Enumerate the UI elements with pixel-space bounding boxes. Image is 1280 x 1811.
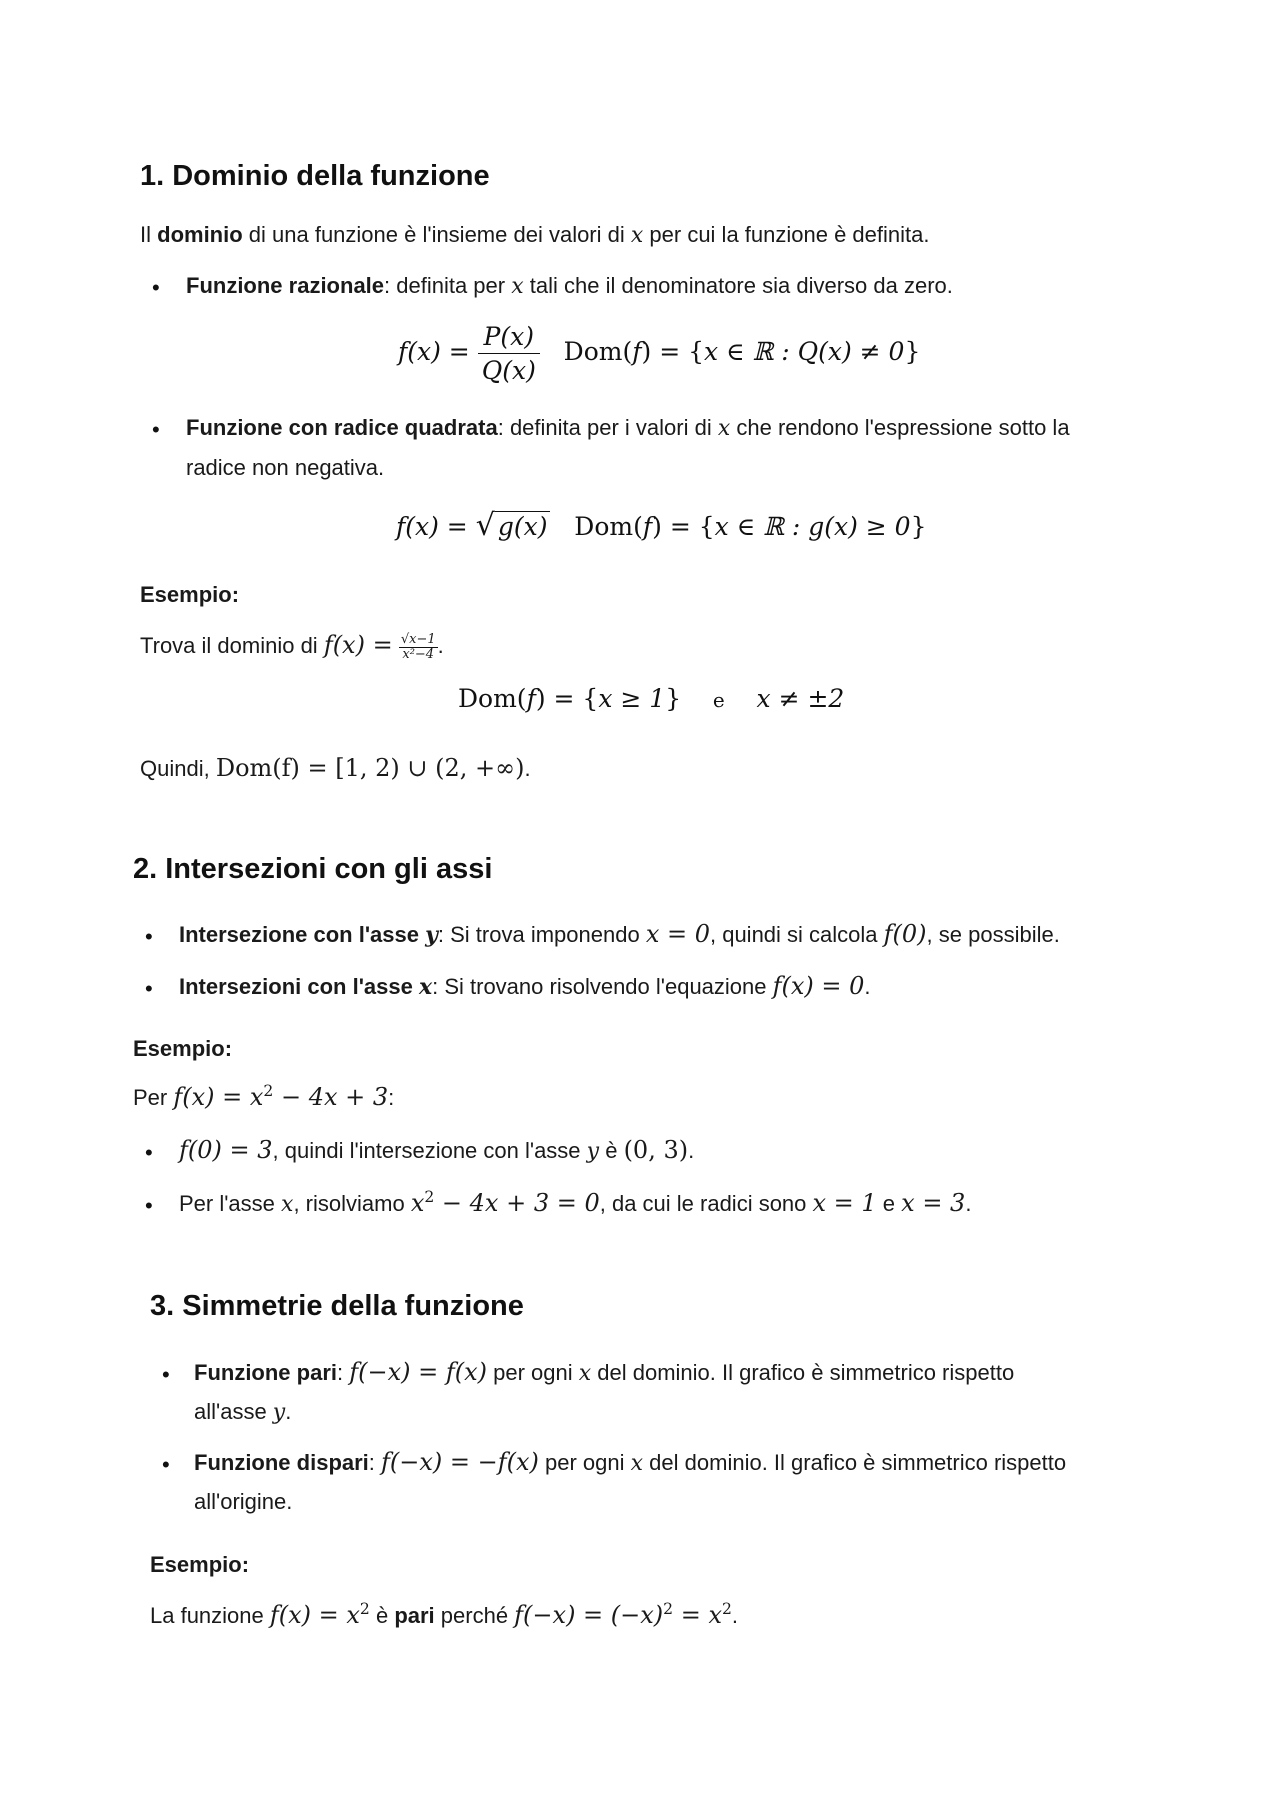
section1-intro: Il dominio di una funzione è l'insieme dei valori di x per cui la funzione è definita. bbox=[140, 222, 930, 248]
bullet-dot: • bbox=[145, 976, 153, 1001]
section2-example-per: Per $f(x) = x^2 - 4x + 3$: bbox=[133, 1082, 395, 1111]
bullet-dot: • bbox=[162, 1362, 170, 1387]
bullet-dot: • bbox=[152, 275, 160, 300]
section1-bullet-sqrt-line2: radice non negativa. bbox=[186, 455, 385, 480]
bullet-dot: • bbox=[145, 1193, 153, 1218]
formula-sqrt-domain: f(x) = √ g(x) Dom(f) = {x ∈ ℝ : g(x) ≥ 0} bbox=[396, 508, 927, 543]
bullet-dot: • bbox=[145, 1140, 153, 1165]
section1-bullet-rational: Funzione razionale: definita per x tali che il denominatore sia diverso da zero. bbox=[186, 273, 953, 299]
section3-bullet-odd-line2: all'origine. bbox=[194, 1489, 293, 1514]
section3-example-text: La funzione $f(x) = x^2$ è pari perché $f(-x) = (-x)^2 = x^2$. bbox=[150, 1600, 739, 1629]
section2-example-label: Esempio: bbox=[133, 1036, 233, 1061]
bullet-dot: • bbox=[162, 1452, 170, 1477]
section3-title: 3. Simmetrie della funzione bbox=[150, 1290, 524, 1322]
section1-example-label: Esempio: bbox=[140, 582, 240, 607]
formula-rational-domain: f(x) = $\frac{P(x)}{Q(x)}$ Dom(f) = {x ∈ ℝ : Q(x) ≠ 0} bbox=[398, 322, 921, 385]
section1-title: 1. Dominio della funzione bbox=[140, 160, 490, 192]
bullet-dot: • bbox=[152, 417, 160, 442]
section2-bullet-x: Intersezioni con l'asse x: Si trovano risolvendo l'equazione f(x) = 0. bbox=[179, 972, 871, 1000]
section3-example-label: Esempio: bbox=[150, 1552, 250, 1577]
section1-bullet-sqrt: Funzione con radice quadrata: definita per i valori di x che rendono l'espressione sotto la bbox=[186, 415, 1070, 441]
section3-bullet-even-line2: all'asse y. bbox=[194, 1399, 292, 1425]
section1-conclusion: Quindi, Dom(f) = [1, 2) ∪ (2, +∞). bbox=[140, 754, 531, 782]
section2-title: 2. Intersezioni con gli assi bbox=[133, 853, 493, 885]
section3-bullet-even: Funzione pari: f(−x) = f(x) per ogni x del dominio. Il grafico è simmetrico rispetto bbox=[194, 1358, 1015, 1386]
bullet-dot: • bbox=[145, 924, 153, 949]
section1-example-text: Trova il dominio di f(x) = $\frac{√x-1}{\text{x²−4}}$ . bbox=[140, 631, 444, 662]
section3-bullet-odd: Funzione dispari: f(−x) = −f(x) per ogni x del dominio. Il grafico è simmetrico rispetto bbox=[194, 1448, 1067, 1476]
section2-example-bullet2: Per l'asse x, risolviamo $x^2 - 4x + 3 = 0$, da cui le radici sono x = 1 e x = 3. bbox=[179, 1188, 972, 1217]
section2-example-bullet1: f(0) = 3, quindi l'intersezione con l'asse y è (0, 3). bbox=[179, 1136, 695, 1164]
example-domain-formula: Dom(f) = {x ≥ 1} e x ≠ ±2 bbox=[458, 684, 845, 713]
section2-bullet-y: Intersezione con l'asse y: Si trova imponendo x = 0, quindi si calcola f(0), se possibile. bbox=[179, 920, 1060, 948]
